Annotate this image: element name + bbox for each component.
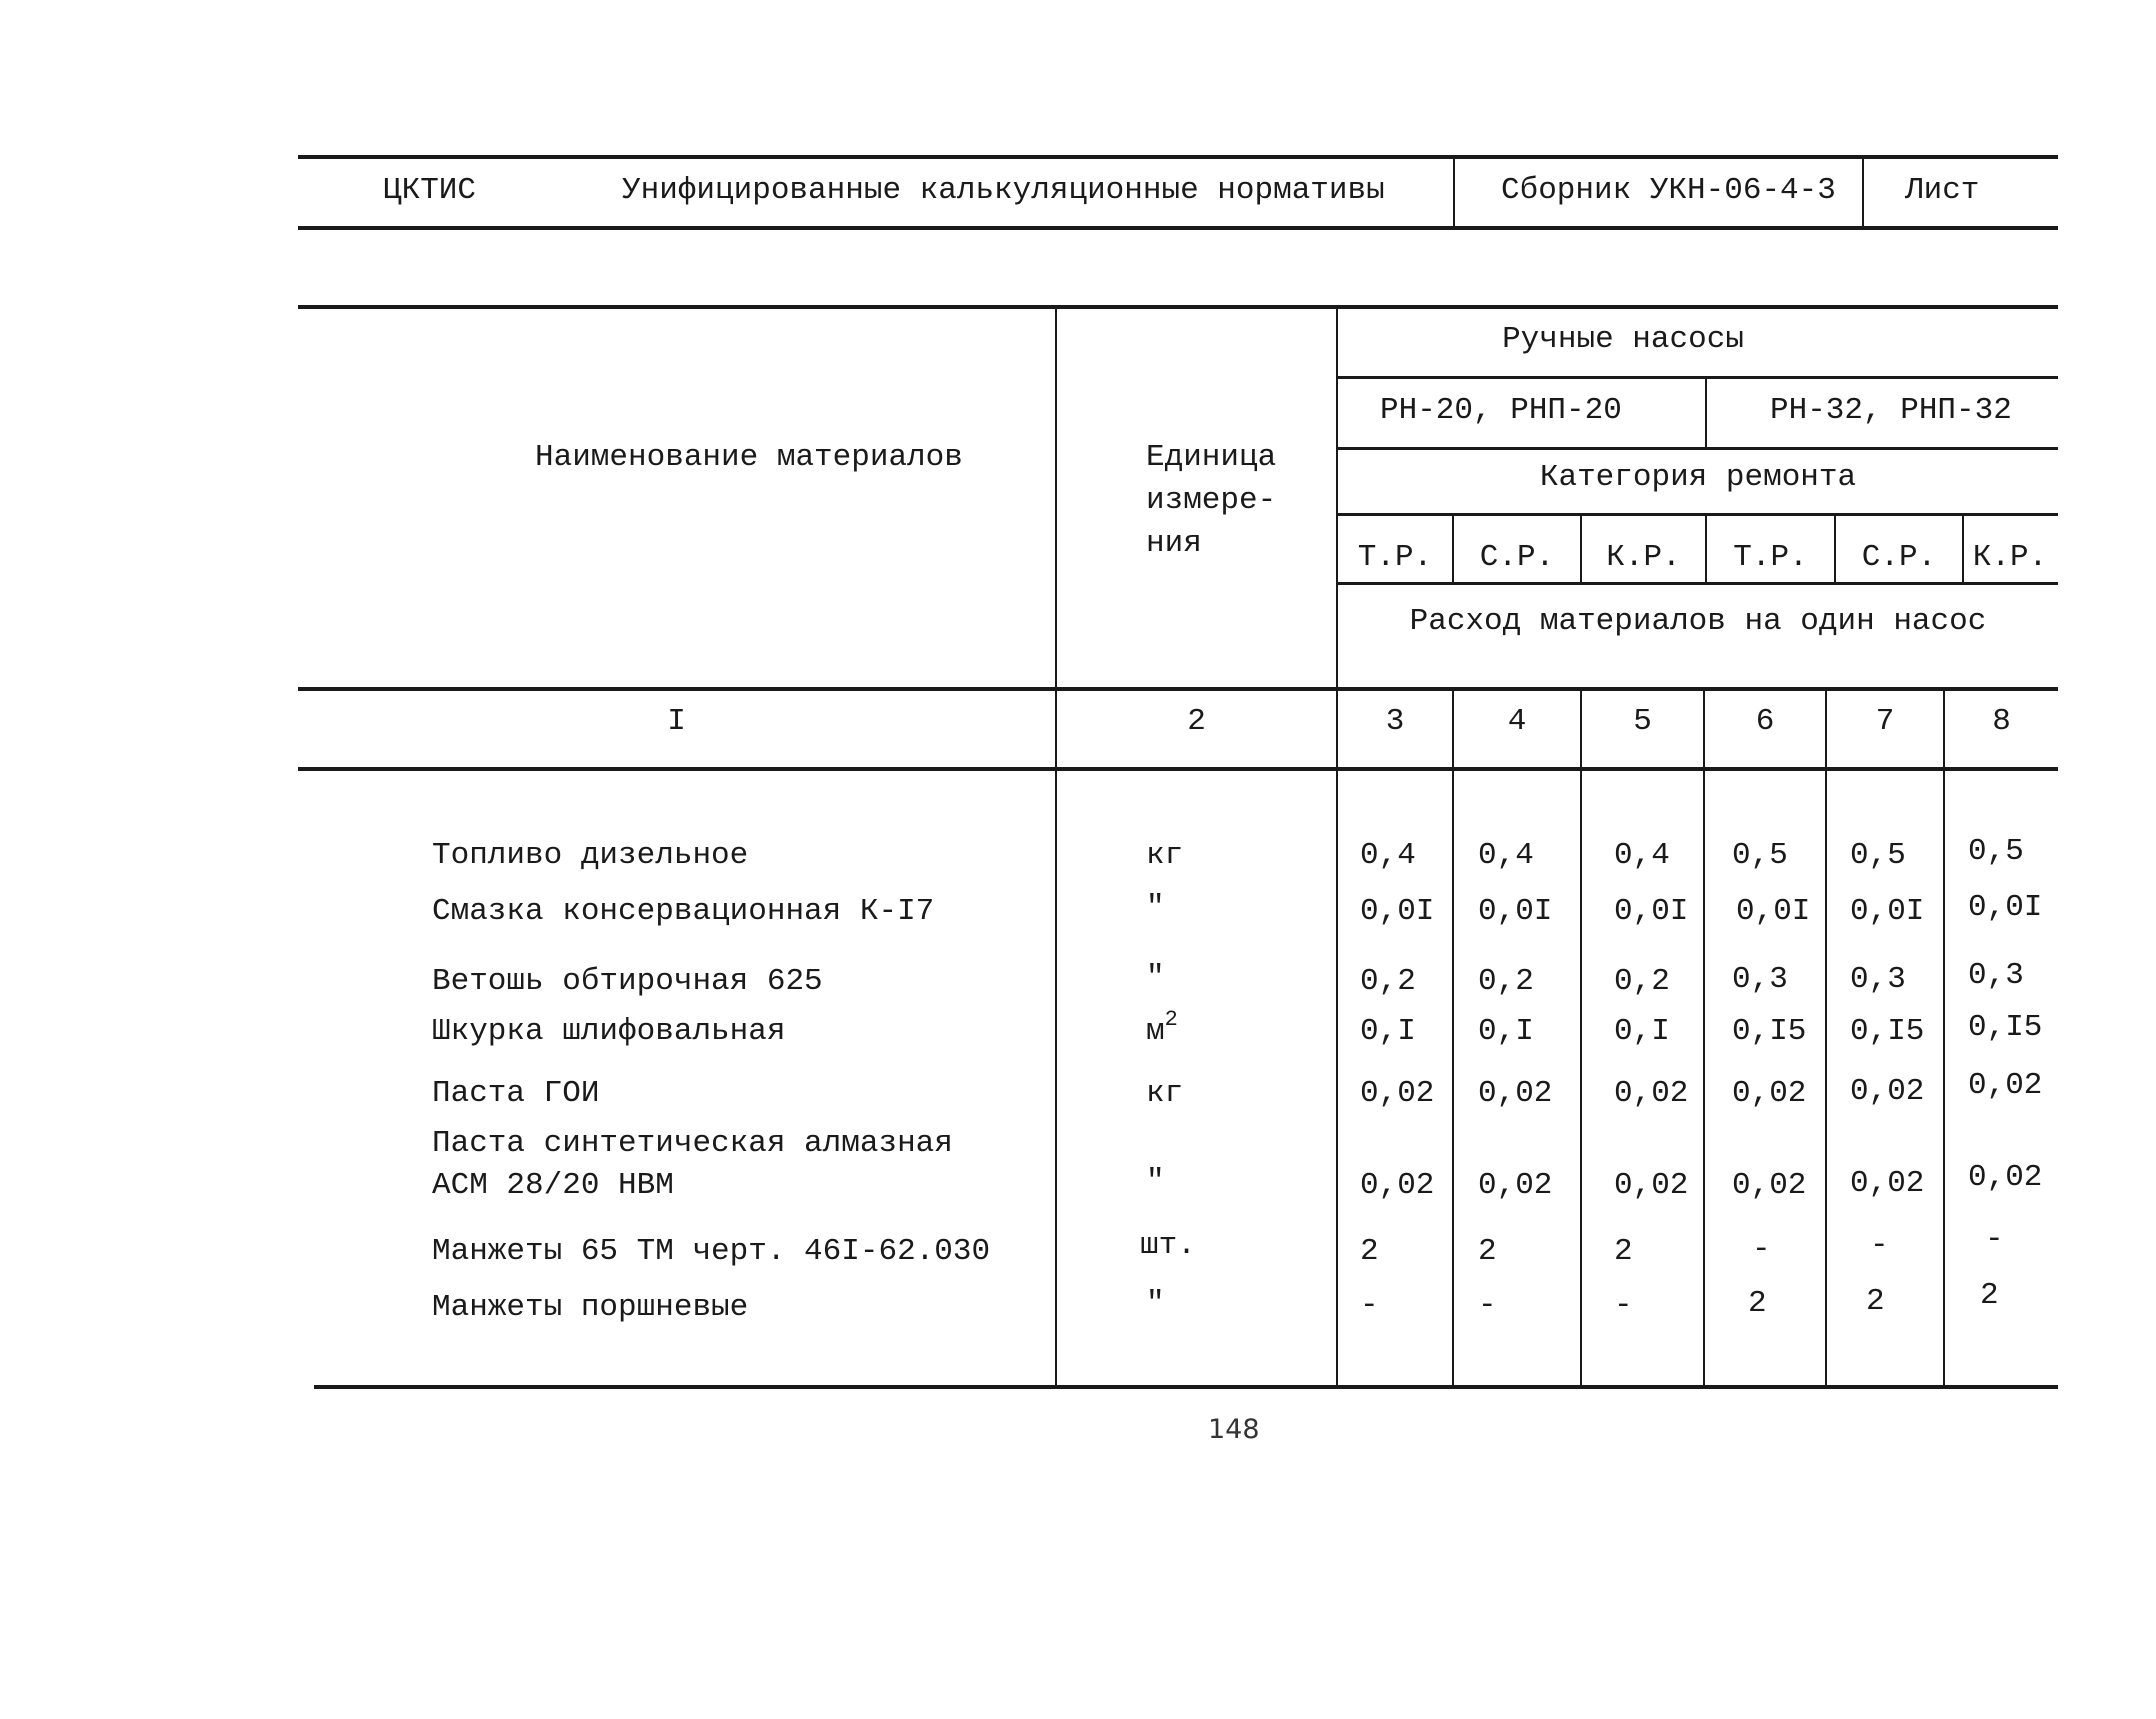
pump-rule [1338, 447, 2058, 450]
table-row-name: Ветошь обтирочная 625 [432, 964, 823, 999]
column-number: 4 [1507, 704, 1527, 739]
category-header: Категория ремонта [1539, 460, 1857, 495]
table-cell: 0,I [1614, 1014, 1670, 1049]
table-cell: 0,02 [1614, 1076, 1689, 1111]
table-cell: - [1478, 1288, 1497, 1323]
column-number: 2 [1187, 704, 1206, 739]
table-row-unit: " [1146, 890, 1165, 925]
table-cell: 0,0I [1614, 894, 1689, 929]
table-cell: 0,02 [1478, 1168, 1553, 1203]
table-cell: 0,0I [1968, 890, 2043, 925]
table-row-name: Топливо дизельное [432, 838, 749, 873]
table-cell: 0,4 [1614, 838, 1670, 873]
table-cell: 0,3 [1850, 962, 1906, 997]
table-cell: 0,I [1360, 1014, 1416, 1049]
table-cell: - [1752, 1232, 1771, 1267]
header-bottom-rule [298, 226, 2058, 230]
table-row-name: Манжеты 65 ТМ черт. 46I-62.030 [432, 1234, 991, 1269]
col-divider-unit [1055, 309, 1057, 1387]
numbers-end-rule [298, 767, 2058, 771]
body-col-divider [1703, 689, 1705, 1387]
header-sheet: Лист [1905, 173, 1980, 208]
table-cell: 0,I5 [1732, 1014, 1807, 1049]
table-row-name-cont: АСМ 28/20 НВМ [432, 1168, 674, 1203]
table-row-unit: " [1146, 1164, 1165, 1199]
col-unit-header-line2: измере- [1146, 483, 1277, 518]
table-cell: 0,02 [1614, 1168, 1689, 1203]
header-divider [1453, 157, 1455, 228]
header-org: ЦКТИС [383, 173, 477, 208]
table-cell: 2 [1748, 1286, 1767, 1321]
body-col-divider [1943, 689, 1945, 1387]
table-cell: 0,02 [1968, 1160, 2043, 1195]
category-rule [1338, 513, 2058, 516]
column-number: 3 [1385, 704, 1405, 739]
page-number: 148 [1208, 1414, 1260, 1445]
group-rule [1338, 376, 2058, 379]
table-cell: 2 [1980, 1278, 1999, 1313]
table-row-name: Паста ГОИ [432, 1076, 600, 1111]
column-number: 8 [1992, 704, 2011, 739]
category-label: С.Р. [1479, 540, 1555, 575]
table-row-name: Паста синтетическая алмазная [432, 1126, 953, 1161]
col-name-header: Наименование материалов [535, 440, 963, 475]
table-bottom-rule [314, 1385, 2058, 1389]
table-cell: 0,2 [1360, 964, 1416, 999]
table-row-unit: кг [1146, 838, 1184, 873]
body-col-divider [1580, 689, 1582, 1387]
table-cell: 0,0I [1360, 894, 1435, 929]
table-cell: - [1614, 1288, 1633, 1323]
table-cell: 0,5 [1850, 838, 1906, 873]
header-divider [1862, 157, 1864, 228]
table-row-unit: " [1146, 960, 1165, 995]
table-cell: 0,3 [1968, 958, 2024, 993]
table-row-unit: " [1146, 1286, 1165, 1321]
table-cell: 0,02 [1968, 1068, 2043, 1103]
pump-divider [1705, 379, 1707, 447]
table-cell: 0,02 [1732, 1076, 1807, 1111]
col-unit-header-line1: Единица [1146, 440, 1277, 475]
column-number: I [667, 704, 686, 739]
table-row-name: Манжеты поршневые [432, 1290, 749, 1325]
table-cell: - [1985, 1222, 2004, 1257]
unit-superscript: 2 [1164, 1007, 1178, 1032]
consumption-header: Расход материалов на один насос [1409, 604, 1987, 639]
table-cell: - [1870, 1228, 1889, 1263]
pump-group-1: РН-20, РНП-20 [1380, 393, 1622, 428]
table-cell: 0,4 [1478, 838, 1534, 873]
table-top-rule [298, 305, 2058, 309]
table-row-unit: кг [1146, 1076, 1184, 1111]
column-number: 6 [1755, 704, 1775, 739]
table-row-name: Шкурка шлифовальная [432, 1014, 786, 1049]
column-number: 5 [1633, 704, 1652, 739]
group-header: Ручные насосы [1502, 322, 1744, 357]
table-cell: 0,02 [1478, 1076, 1553, 1111]
table-cell: 0,I5 [1968, 1010, 2043, 1045]
table-cell: - [1360, 1288, 1379, 1323]
table-cell: 0,02 [1850, 1074, 1925, 1109]
table-cell: 0,0I [1478, 894, 1553, 929]
table-row-unit: шт. [1140, 1228, 1196, 1263]
category-label: К.Р. [1606, 540, 1681, 575]
table-row-name: Смазка консервационная К-I7 [432, 894, 935, 929]
category-label: Т.Р. [1357, 540, 1433, 575]
category-label: С.Р. [1861, 540, 1937, 575]
header-top-rule [298, 155, 2058, 159]
table-cell: 0,02 [1360, 1168, 1435, 1203]
table-cell: 0,I [1478, 1014, 1534, 1049]
table-cell: 0,2 [1614, 964, 1670, 999]
category-values-rule [1338, 582, 2058, 585]
table-cell: 0,2 [1478, 964, 1534, 999]
table-cell: 0,5 [1968, 834, 2024, 869]
table-cell: 0,4 [1360, 838, 1416, 873]
table-row-unit [1146, 1007, 1178, 1049]
col-unit-header-line3: ния [1146, 526, 1202, 561]
table-cell: 0,02 [1850, 1166, 1925, 1201]
table-cell: 0,3 [1732, 962, 1788, 997]
table-cell: 0,5 [1732, 838, 1788, 873]
table-cell: 0,02 [1360, 1076, 1435, 1111]
category-label: К.Р. [1972, 540, 2048, 575]
table-cell: 0,0I [1736, 894, 1811, 929]
table-cell: 0,02 [1732, 1168, 1807, 1203]
header-collection: Сборник УКН-06-4-3 [1501, 173, 1836, 208]
table-cell: 0,I5 [1850, 1014, 1925, 1049]
table-cell: 2 [1478, 1234, 1497, 1269]
column-number: 7 [1875, 704, 1895, 739]
table-cell: 2 [1360, 1234, 1379, 1269]
table-cell: 2 [1614, 1234, 1633, 1269]
category-label: Т.Р. [1733, 540, 1808, 575]
body-col-divider [1452, 689, 1454, 1387]
header-title: Унифицированные калькуляционные нормативы [622, 173, 1385, 208]
unit-text: м [1146, 1014, 1165, 1049]
header-end-rule [298, 687, 2058, 691]
pump-group-2: РН-32, РНП-32 [1770, 393, 2012, 428]
body-col-divider [1825, 689, 1827, 1387]
table-cell: 0,0I [1850, 894, 1925, 929]
table-cell: 2 [1866, 1284, 1885, 1319]
